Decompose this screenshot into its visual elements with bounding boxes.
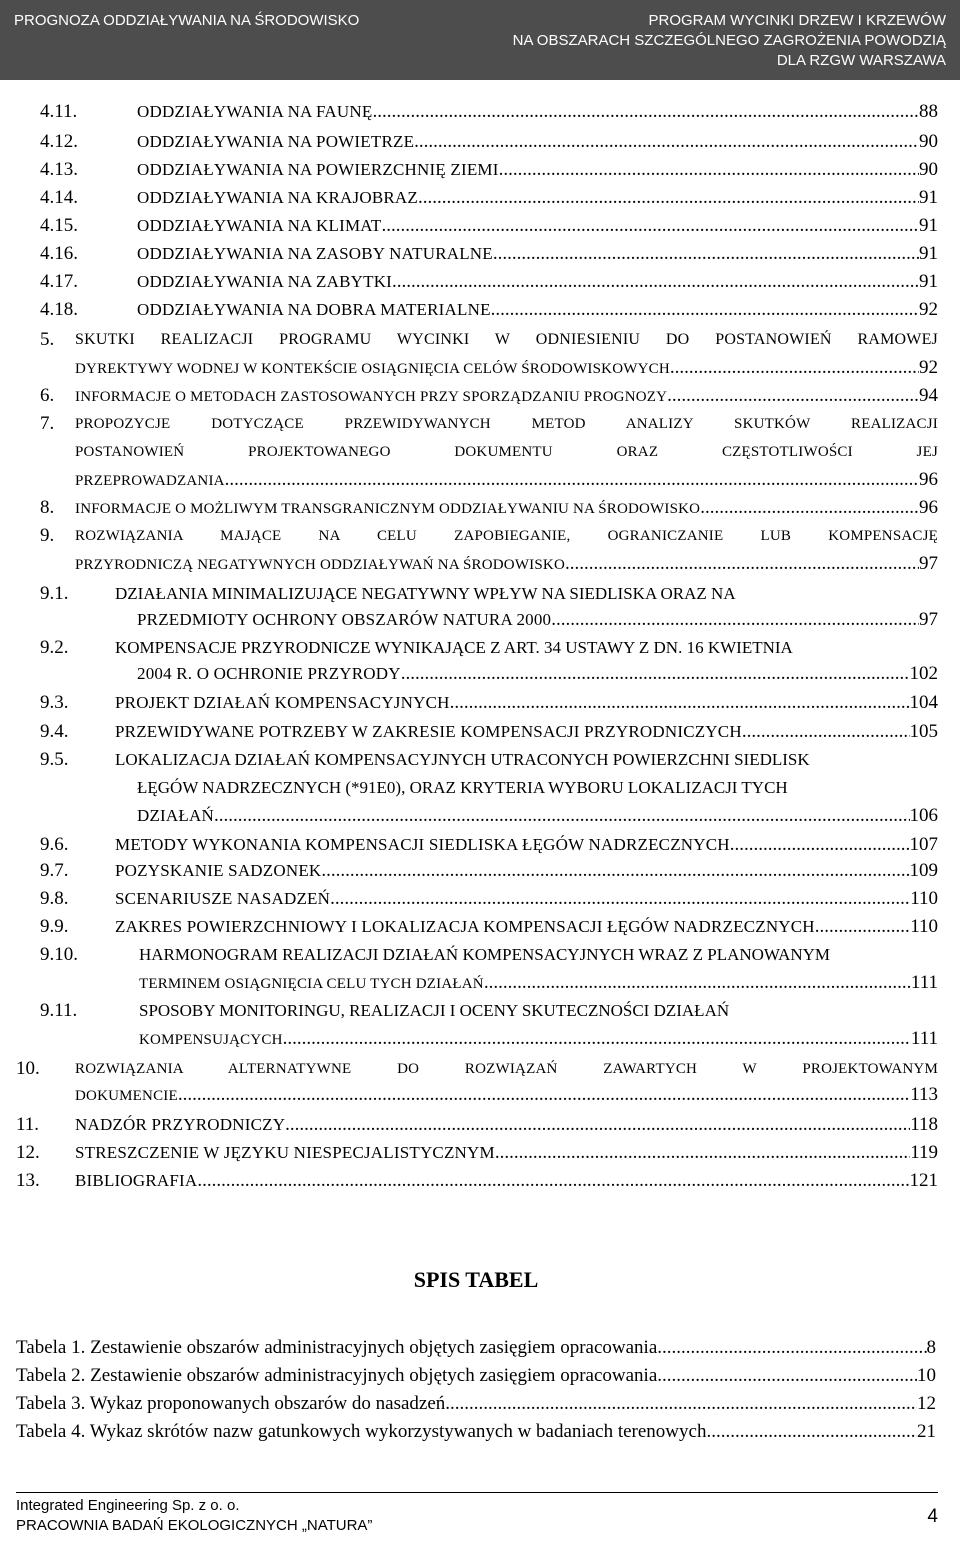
- toc-entry[interactable]: [0, 213, 938, 239]
- header-left-title: PROGNOZA ODDZIAŁYWANIA NA ŚRODOWISKO: [14, 12, 360, 29]
- toc-entry-title: ODDZIAŁYWANIA NA POWIETRZE: [137, 132, 415, 151]
- toc-entry-title: BIBLIOGRAFIA: [75, 1171, 198, 1190]
- toc-entry[interactable]: [0, 185, 938, 211]
- table-entry-label: Tabela 4. Wykaz skrótów nazw gatunkowych wykorzystywanych w badaniach terenowych: [16, 1421, 707, 1442]
- toc-leader-dots: [815, 914, 910, 940]
- toc-entry-title-line: KOMPENSUJĄCYCH: [139, 1032, 283, 1048]
- toc-entry-page: 102: [909, 663, 938, 684]
- table-entry-page: 8: [926, 1337, 936, 1358]
- toc-entry-title-line: SKUTKI REALIZACJI PROGRAMU WYCINKI W ODNIESIENIU DO POSTANOWIEŃ RAMOWEJ: [75, 331, 938, 348]
- toc-entry-title-line: 2004 R. O OCHRONIE PRZYRODY: [137, 664, 401, 683]
- toc-entry-title: POZYSKANIE SADZONEK: [115, 861, 322, 880]
- table-entry-label: Tabela 3. Wykaz proponowanych obszarów do nasadzeń: [16, 1393, 446, 1414]
- toc-entry-page: 91: [919, 187, 938, 208]
- toc-entry-page: 107: [909, 834, 938, 855]
- toc-leader-dots: [700, 495, 919, 521]
- toc-leader-dots: [499, 157, 919, 183]
- toc-entry-title: ODDZIAŁYWANIA NA FAUNĘ: [137, 102, 373, 121]
- toc-entry[interactable]: [0, 269, 938, 295]
- table-entry[interactable]: [16, 1418, 936, 1446]
- toc-entry-number: 5.: [40, 329, 55, 350]
- toc-entry[interactable]: [0, 719, 938, 745]
- footer-lab: PRACOWNIA BADAŃ EKOLOGICZNYCH „NATURA”: [16, 1517, 373, 1534]
- table-entry[interactable]: [16, 1334, 936, 1362]
- toc-entry-page: 92: [919, 357, 938, 378]
- toc-entry-number: 4.15.: [40, 215, 78, 236]
- toc-entry-number: 9.3.: [40, 692, 69, 713]
- toc-entry-number: 12.: [16, 1142, 40, 1163]
- toc-entry[interactable]: [0, 1140, 938, 1166]
- toc-entry-page: 96: [919, 497, 938, 518]
- toc-leader-dots: [418, 185, 919, 211]
- toc-entry[interactable]: [0, 241, 938, 267]
- toc-entry-title: ODDZIAŁYWANIA NA DOBRA MATERIALNE: [137, 300, 491, 319]
- toc-entry-title: ODDZIAŁYWANIA NA ZABYTKI: [137, 272, 393, 291]
- toc-leader-dots: [225, 467, 919, 493]
- toc-entry-number: 13.: [16, 1170, 40, 1191]
- toc-leader-dots: [392, 269, 919, 295]
- toc-entry-page: 121: [909, 1170, 938, 1191]
- toc-entry-page: 104: [909, 692, 938, 713]
- toc-leader-dots: [491, 297, 919, 323]
- toc-entry-page: 90: [919, 159, 938, 180]
- toc-entry-number: 4.16.: [40, 243, 78, 264]
- toc-entry-number: 9.6.: [40, 834, 69, 855]
- toc-entry-page: 105: [909, 721, 938, 742]
- toc-entry-title-line: PROPOZYCJE DOTYCZĄCE PRZEWIDYWANYCH METOD ANALIZY SKUTKÓW REALIZACJI: [75, 416, 938, 432]
- page-number: 4: [927, 1506, 938, 1527]
- toc-entry-page: 110: [910, 888, 938, 909]
- toc-leader-dots: [178, 1082, 910, 1108]
- toc-entry-title-line: PRZEDMIOTY OCHRONY OBSZARÓW NATURA 2000: [137, 610, 552, 629]
- toc-entry-page: 118: [910, 1114, 938, 1135]
- toc-leader-dots: [372, 99, 919, 125]
- table-entry-page: 21: [917, 1421, 936, 1442]
- toc-leader-dots: [565, 551, 919, 577]
- header-right-line: DLA RZGW WARSZAWA: [776, 52, 946, 69]
- toc-entry-title-line: ROZWIĄZANIA ALTERNATYWNE DO ROZWIĄZAŃ ZAWARTYCH W PROJEKTOWANYM: [75, 1061, 938, 1077]
- toc-entry-title: PROJEKT DZIAŁAŃ KOMPENSACYJNYCH: [115, 693, 450, 712]
- toc-leader-dots: [321, 858, 909, 884]
- table-leader-dots: [657, 1334, 926, 1362]
- toc-entry-title: ZAKRES POWIERZCHNIOWY I LOKALIZACJA KOMPENSACJI ŁĘGÓW NADRZECZNYCH: [115, 917, 815, 936]
- table-entry[interactable]: [16, 1390, 936, 1418]
- toc-entry-title-line: PRZEPROWADZANIA: [75, 473, 225, 489]
- toc-leader-dots: [495, 1140, 910, 1166]
- table-leader-dots: [445, 1390, 917, 1418]
- toc-entry-number: 9.: [40, 525, 55, 546]
- toc-entry-page: 111: [910, 1028, 938, 1049]
- toc-leader-dots: [667, 383, 919, 409]
- toc-leader-dots: [450, 690, 910, 716]
- toc-entry-number: 9.5.: [40, 749, 69, 770]
- toc-entry[interactable]: [0, 832, 938, 858]
- toc-entry-page: 96: [919, 469, 938, 490]
- page-footer: [16, 1496, 938, 1536]
- toc-leader-dots: [197, 1168, 909, 1194]
- toc-entry-number: 4.13.: [40, 159, 78, 180]
- toc-entry-page: 113: [910, 1084, 938, 1105]
- toc-entry-title: NADZÓR PRZYRODNICZY: [75, 1115, 286, 1134]
- toc-entry-page: 119: [910, 1142, 938, 1163]
- toc-entry-page: 111: [910, 972, 938, 993]
- toc-entry-page: 90: [919, 131, 938, 152]
- toc-entry-number: 9.9.: [40, 916, 69, 937]
- toc-entry-title-line: POSTANOWIEŃ PROJEKTOWANEGO DOKUMENTU ORAZ CZĘSTOTLIWOŚCI JEJ: [75, 444, 938, 460]
- table-leader-dots: [657, 1362, 917, 1390]
- toc-entry-page: 110: [910, 916, 938, 937]
- toc-entry[interactable]: [0, 1112, 938, 1138]
- toc-entry-title-line: ŁĘGÓW NADRZECZNYCH (*91E0), ORAZ KRYTERIA WYBORU LOKALIZACJI TYCH: [137, 778, 788, 797]
- toc-entry-title: STRESZCZENIE W JĘZYKU NIESPECJALISTYCZNYM: [75, 1143, 495, 1162]
- toc-entry-number: 9.11.: [40, 1000, 78, 1021]
- toc-entry-title-line: SPOSOBY MONITORINGU, REALIZACJI I OCENY SKUTECZNOŚCI DZIAŁAŃ: [139, 1001, 730, 1020]
- toc-entry[interactable]: [0, 99, 938, 125]
- toc-entry-title-line: ROZWIĄZANIA MAJĄCE NA CELU ZAPOBIEGANIE, OGRANICZANIE LUB KOMPENSACJĘ: [75, 528, 938, 544]
- table-leader-dots: [706, 1418, 917, 1446]
- toc-entry[interactable]: [0, 914, 938, 940]
- toc-entry-title: ODDZIAŁYWANIA NA KLIMAT: [137, 216, 382, 235]
- toc-entry-number: 4.18.: [40, 299, 78, 320]
- toc-entry[interactable]: [0, 129, 938, 155]
- toc-leader-dots: [742, 719, 910, 745]
- toc-entry[interactable]: [0, 1168, 938, 1194]
- toc-entry-page: 88: [919, 101, 938, 122]
- toc-entry-number: 9.4.: [40, 721, 69, 742]
- toc-entry[interactable]: [0, 858, 938, 884]
- toc-entry-number: 4.17.: [40, 271, 78, 292]
- toc-entry-number: 9.8.: [40, 888, 69, 909]
- toc-entry-number: 7.: [40, 413, 55, 434]
- toc-entry-page: 91: [919, 215, 938, 236]
- toc-entry-number: 11.: [16, 1114, 40, 1135]
- table-entry-page: 12: [917, 1393, 936, 1414]
- toc-entry-number: 9.2.: [40, 637, 69, 658]
- toc-entry-title: ODDZIAŁYWANIA NA POWIERZCHNIĘ ZIEMI: [137, 160, 499, 179]
- toc-entry-page: 106: [909, 805, 938, 826]
- toc-entry-page: 97: [919, 609, 938, 630]
- toc-entry-number: 4.11.: [40, 101, 78, 122]
- toc-entry-number: 10.: [16, 1058, 40, 1079]
- toc-entry[interactable]: [0, 157, 938, 183]
- toc-entry-page: 94: [919, 385, 938, 406]
- toc-entry-title: ODDZIAŁYWANIA NA KRAJOBRAZ: [137, 188, 418, 207]
- toc-entry[interactable]: [0, 886, 938, 912]
- toc-entry-title-line: LOKALIZACJA DZIAŁAŃ KOMPENSACYJNYCH UTRACONYCH POWIERZCHNI SIEDLISK: [115, 750, 810, 769]
- toc-entry-title-line: TERMINEM OSIĄGNIĘCIA CELU TYCH DZIAŁAŃ: [139, 976, 484, 992]
- tables-heading: SPIS TABEL: [413, 1267, 539, 1292]
- toc-entry-page: 91: [919, 271, 938, 292]
- toc-leader-dots: [670, 355, 919, 381]
- toc-entry-page: 92: [919, 299, 938, 320]
- toc-entry-title: PRZEWIDYWANE POTRZEBY W ZAKRESIE KOMPENSACJI PRZYRODNICZYCH: [115, 722, 742, 741]
- toc-leader-dots: [401, 661, 910, 687]
- toc-leader-dots: [330, 886, 910, 912]
- toc-entry-number: 9.1.: [40, 583, 69, 604]
- toc-entry-title: INFORMACJE O METODACH ZASTOSOWANYCH PRZY SPORZĄDZANIU PROGNOZY: [75, 389, 668, 405]
- table-entry-label: Tabela 1. Zestawienie obszarów administracyjnych objętych zasięgiem opracowania: [16, 1337, 658, 1358]
- toc-entry-title: INFORMACJE O MOŻLIWYM TRANSGRANICZNYM ODDZIAŁYWANIU NA ŚRODOWISKO: [75, 501, 701, 517]
- toc-entry-number: 8.: [40, 497, 55, 518]
- toc-entry-page: 109: [909, 860, 938, 881]
- toc-entry-number: 9.7.: [40, 860, 69, 881]
- toc-entry-title-line: DZIAŁANIA MINIMALIZUJĄCE NEGATYWNY WPŁYW NA SIEDLISKA ORAZ NA: [115, 584, 736, 603]
- toc-entry[interactable]: [0, 690, 938, 716]
- toc-entry-number: 9.10.: [40, 944, 78, 965]
- toc-entry-title-line: KOMPENSACJE PRZYRODNICZE WYNIKAJĄCE Z ART. 34 USTAWY Z DN. 16 KWIETNIA: [115, 638, 793, 657]
- header-right-line: NA OBSZARACH SZCZEGÓLNEGO ZAGROŻENIA POWODZIĄ: [512, 32, 946, 49]
- footer-company: Integrated Engineering Sp. z o. o.: [16, 1497, 240, 1514]
- toc-entry-title: ODDZIAŁYWANIA NA ZASOBY NATURALNE: [137, 244, 493, 263]
- toc-entry-page: 97: [919, 553, 938, 574]
- toc-entry-number: 4.14.: [40, 187, 78, 208]
- header-right-line: PROGRAM WYCINKI DRZEW I KRZEWÓW: [648, 12, 946, 29]
- table-entry-page: 10: [917, 1365, 936, 1386]
- toc-leader-dots: [285, 1112, 910, 1138]
- table-entry-label: Tabela 2. Zestawienie obszarów administracyjnych objętych zasięgiem opracowania: [16, 1365, 658, 1386]
- toc-entry[interactable]: [0, 495, 938, 521]
- toc-entry-title-line: HARMONOGRAM REALIZACJI DZIAŁAŃ KOMPENSACYJNYCH WRAZ Z PLANOWANYM: [139, 945, 831, 964]
- toc-entry-title: METODY WYKONANIA KOMPENSACJI SIEDLISKA ŁĘGÓW NADRZECZNYCH: [115, 835, 730, 854]
- toc-entry-number: 4.12.: [40, 131, 78, 152]
- toc-leader-dots: [414, 129, 919, 155]
- footer-divider: [16, 1492, 938, 1493]
- toc-entry-title-line: DZIAŁAŃ: [137, 806, 214, 825]
- toc-entry-page: 91: [919, 243, 938, 264]
- toc-leader-dots: [484, 970, 911, 996]
- toc-entry-title-line: DOKUMENCIE: [75, 1088, 178, 1104]
- toc-entry-title-line: DYREKTYWY WODNEJ W KONTEKŚCIE OSIĄGNIĘCIA CELÓW ŚRODOWISKOWYCH: [75, 361, 670, 377]
- toc-leader-dots: [381, 213, 919, 239]
- toc-leader-dots: [730, 832, 910, 858]
- toc-leader-dots: [214, 803, 910, 829]
- toc-entry-title: SCENARIUSZE NASADZEŃ: [115, 889, 331, 908]
- toc-entry[interactable]: [0, 297, 938, 323]
- toc-leader-dots: [283, 1026, 911, 1052]
- table-entry[interactable]: [16, 1362, 936, 1390]
- toc-entry[interactable]: [0, 383, 938, 409]
- toc-leader-dots: [493, 241, 919, 267]
- toc-entry-title-line: PRZYRODNICZĄ NEGATYWNYCH ODDZIAŁYWAŃ NA ŚRODOWISKO: [75, 557, 565, 573]
- toc-leader-dots: [551, 607, 919, 633]
- toc-entry-number: 6.: [40, 385, 55, 406]
